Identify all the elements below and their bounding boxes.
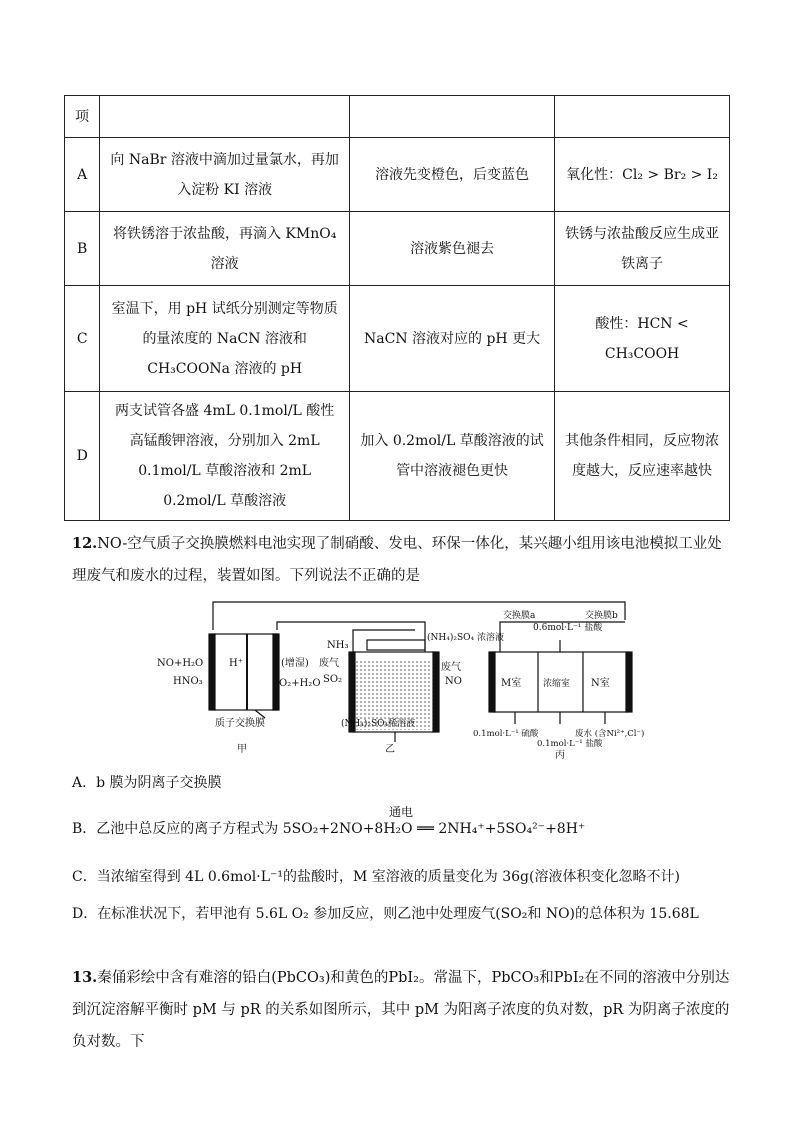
experiment-table <box>64 95 730 521</box>
condition-label: 通电 <box>389 805 414 819</box>
membrane-label: 质子交换膜 <box>215 718 265 729</box>
row-phenomenon: 溶液紫色褪去 <box>349 212 554 286</box>
hcl-top-label: 0.6mol·L⁻¹ 盐酸 <box>533 623 603 633</box>
row-label: C <box>65 286 100 392</box>
table-header-cell: 项 <box>65 96 100 138</box>
question-text: 秦俑彩绘中含有难溶的铅白(PbCO₃)和黄色的PbI₂。常温下，PbCO₃和PbI₂在不同的溶液中分别达到沉淀溶解平衡时 pM 与 pR 的关系如图所示，其中 pM 为阳离子浓度的负对数，pR 为阴离子浓度的负对数。下 <box>72 970 730 1050</box>
row-label: B <box>65 212 100 286</box>
table-row <box>65 212 730 286</box>
waste-gas-1-label: 废气 <box>319 658 339 669</box>
option-b-text: B．乙池中总反应的离子方程式为 5SO₂+2NO+8H₂O ══ 2NH₄⁺+5SO₄²⁻+8H⁺ <box>72 821 586 837</box>
n-room-label: N室 <box>591 678 610 689</box>
row-operation: 将铁锈溶于浓盐酸，再滴入 KMnO₄ 溶液 <box>100 212 350 286</box>
option-d: D．在标准状况下，若甲池有 5.6L O₂ 参加反应，则乙池中处理废气(SO₂和 NO)的总体积为 15.68L <box>72 906 699 922</box>
cell-yi-label: 乙 <box>385 744 395 755</box>
table-row <box>65 286 730 392</box>
electrolysis-apparatus-diagram <box>155 600 645 760</box>
row-phenomenon: NaCN 溶液对应的 pH 更大 <box>349 286 554 392</box>
row-conclusion: 酸性：HCN < CH₃COOH <box>555 286 730 392</box>
table-header-row <box>65 96 730 138</box>
row-operation: 室温下，用 pH 试纸分别测定等物质的量浓度的 NaCN 溶液和 CH₃COONa 溶液的 pH <box>100 286 350 392</box>
concentrated-solution-label: (NH₄)₂SO₄ 浓溶液 <box>427 633 504 643</box>
humidified-label: (增湿) <box>281 658 309 669</box>
table-header-cell <box>555 96 730 138</box>
table-header-cell <box>349 96 554 138</box>
table-header-cell <box>100 96 350 138</box>
no-label: NO <box>445 676 462 687</box>
membrane-b-label: 交换膜b <box>585 611 618 621</box>
question-number: 13. <box>72 969 98 986</box>
nh3-label: NH₃ <box>327 640 349 651</box>
row-conclusion: 其他条件相同，反应物浓度越大，反应速率越快 <box>555 392 730 521</box>
oxygen-label: O₂+H₂O <box>279 678 321 689</box>
membrane-a-label: 交换膜a <box>503 611 536 621</box>
cell-jia-label: 甲 <box>237 744 247 755</box>
question-13-stem <box>72 962 732 1058</box>
waste-gas-2-label: 废气 <box>441 662 461 673</box>
option-a: A．b 膜为阴离子交换膜 <box>72 775 222 791</box>
table-row <box>65 138 730 212</box>
left-input-label: NO+H₂O <box>157 658 204 669</box>
row-phenomenon: 加入 0.2mol/L 草酸溶液的试管中溶液褪色更快 <box>349 392 554 521</box>
option-b <box>72 805 732 838</box>
question-number: 12. <box>72 535 98 552</box>
hplus-label: H⁺ <box>229 658 243 669</box>
row-label: D <box>65 392 100 521</box>
option-c: C．当浓缩室得到 4L 0.6mol·L⁻¹的盐酸时，M 室溶液的质量变化为 36g(溶液体积变化忽略不计) <box>72 869 680 885</box>
table-row <box>65 392 730 521</box>
so2-label: SO₂ <box>323 674 343 685</box>
m-room-label: M室 <box>501 678 522 689</box>
sulfuric-acid-label: 0.1mol·L⁻¹ 硫酸 <box>473 729 539 739</box>
row-operation: 向 NaBr 溶液中滴加过量氯水，再加入淀粉 KI 溶液 <box>100 138 350 212</box>
row-operation: 两支试管各盛 4mL 0.1mol/L 酸性高锰酸钾溶液，分别加入 2mL 0.1mol/L 草酸溶液和 2mL 0.2mol/L 草酸溶液 <box>100 392 350 521</box>
row-label: A <box>65 138 100 212</box>
row-conclusion: 氧化性：Cl₂ > Br₂ > I₂ <box>555 138 730 212</box>
row-phenomenon: 溶液先变橙色，后变蓝色 <box>349 138 554 212</box>
row-conclusion: 铁锈与浓盐酸反应生成亚铁离子 <box>555 212 730 286</box>
left-output-label: HNO₃ <box>173 676 203 687</box>
question-12-stem <box>72 528 732 592</box>
hcl-bottom-label: 0.1mol·L⁻¹ 盐酸 <box>537 739 603 749</box>
concentration-room-label: 浓缩室 <box>543 679 571 689</box>
cell-bing-label: 丙 <box>555 750 565 760</box>
question-text: NO-空气质子交换膜燃料电池实现了制硝酸、发电、环保一体化，某兴趣小组用该电池模拟工业处理废气和废水的过程，装置如图。下列说法不正确的是 <box>72 536 722 584</box>
waste-water-label: 废水 (含Ni²⁺,Cl⁻) <box>575 729 645 739</box>
dilute-solution-label: (NH₄)₂SO₄稀溶液 <box>341 719 416 729</box>
